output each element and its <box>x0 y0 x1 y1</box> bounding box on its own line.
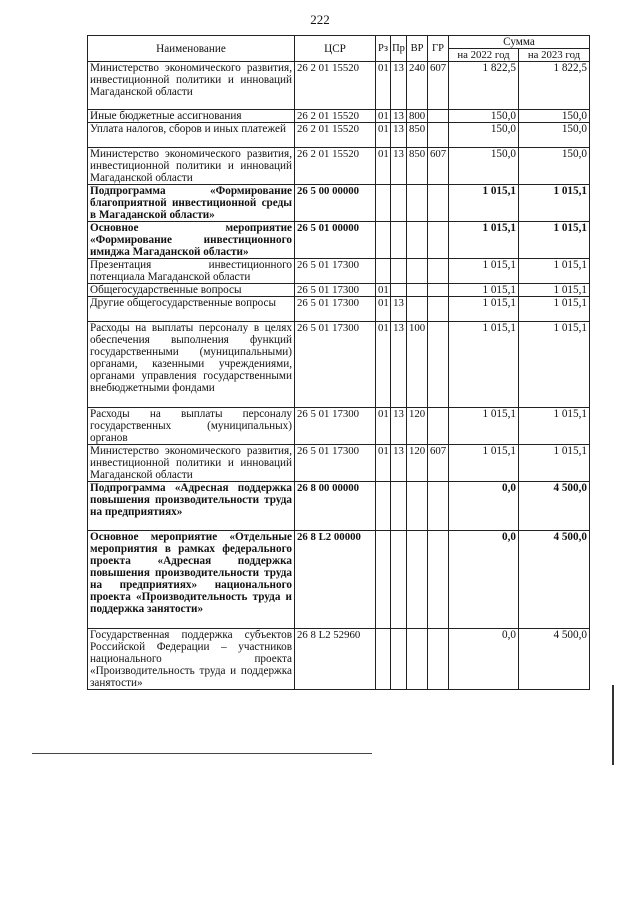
row-rz: 01 <box>376 110 391 123</box>
row-rz: 01 <box>376 284 391 297</box>
row-sum-2023: 1 015,1 <box>519 408 590 445</box>
row-sum-2022: 1 015,1 <box>449 185 519 222</box>
row-sum-2022: 1 015,1 <box>449 322 519 408</box>
row-gr <box>428 531 449 629</box>
row-rz: 01 <box>376 297 391 322</box>
row-vr <box>407 629 428 690</box>
row-sum-2022: 1 015,1 <box>449 259 519 284</box>
row-gr: 607 <box>428 445 449 482</box>
table-row <box>88 629 590 690</box>
row-name: Общегосударственные вопросы <box>88 284 295 297</box>
table-row <box>88 531 590 629</box>
row-sum-2023: 1 015,1 <box>519 185 590 222</box>
row-csr: 26 2 01 15520 <box>295 148 376 185</box>
table-row <box>88 185 590 222</box>
row-name: Подпрограмма «Формирование благоприятной инвестиционной среды в Магаданской области» <box>88 185 295 222</box>
row-sum-2023: 1 015,1 <box>519 297 590 322</box>
bottom-rule <box>32 753 372 754</box>
row-csr: 26 2 01 15520 <box>295 62 376 110</box>
header-year-2023: на 2023 год <box>519 49 590 62</box>
row-gr <box>428 322 449 408</box>
row-rz: 01 <box>376 408 391 445</box>
row-name: Министерство экономического развития, инвестиционной политики и инноваций Магаданской области <box>88 445 295 482</box>
header-year-2022: на 2022 год <box>449 49 519 62</box>
row-csr: 26 5 01 17300 <box>295 297 376 322</box>
row-pr <box>391 531 407 629</box>
row-gr <box>428 482 449 531</box>
row-vr <box>407 482 428 531</box>
row-sum-2023: 150,0 <box>519 148 590 185</box>
row-rz: 01 <box>376 123 391 148</box>
row-gr <box>428 123 449 148</box>
row-rz <box>376 222 391 259</box>
row-name: Расходы на выплаты персоналу в целях обеспечения выполнения функций государственными (муниципальными) органами, казенными учреждениями, органами управления государственными внебюджетными фондами <box>88 322 295 408</box>
row-sum-2022: 0,0 <box>449 629 519 690</box>
row-pr <box>391 222 407 259</box>
table-row <box>88 322 590 408</box>
row-csr: 26 5 01 17300 <box>295 259 376 284</box>
row-rz: 01 <box>376 148 391 185</box>
row-gr <box>428 408 449 445</box>
row-name: Государственная поддержка субъектов Российской Федерации – участников национального проекта «Производительность труда и поддержка занятости» <box>88 629 295 690</box>
table-row <box>88 408 590 445</box>
row-vr <box>407 284 428 297</box>
row-csr: 26 5 01 17300 <box>295 322 376 408</box>
row-sum-2023: 4 500,0 <box>519 629 590 690</box>
row-rz <box>376 629 391 690</box>
row-rz: 01 <box>376 62 391 110</box>
row-sum-2022: 150,0 <box>449 110 519 123</box>
row-vr <box>407 297 428 322</box>
row-pr <box>391 284 407 297</box>
table-row <box>88 482 590 531</box>
row-sum-2022: 1 015,1 <box>449 284 519 297</box>
page-number: 222 <box>310 12 330 27</box>
header-rz: Рз <box>376 36 391 62</box>
header-name: Наименование <box>88 36 295 62</box>
row-vr <box>407 222 428 259</box>
row-csr: 26 5 01 00000 <box>295 222 376 259</box>
row-vr: 120 <box>407 408 428 445</box>
row-pr <box>391 185 407 222</box>
row-pr: 13 <box>391 297 407 322</box>
row-sum-2022: 0,0 <box>449 482 519 531</box>
row-sum-2022: 150,0 <box>449 123 519 148</box>
table-row <box>88 110 590 123</box>
row-pr: 13 <box>391 110 407 123</box>
row-gr <box>428 222 449 259</box>
row-sum-2022: 1 015,1 <box>449 408 519 445</box>
row-sum-2022: 1 015,1 <box>449 222 519 259</box>
row-csr: 26 5 01 17300 <box>295 408 376 445</box>
row-csr: 26 2 01 15520 <box>295 110 376 123</box>
row-pr: 13 <box>391 148 407 185</box>
row-gr <box>428 284 449 297</box>
row-csr: 26 5 01 17300 <box>295 284 376 297</box>
row-pr: 13 <box>391 408 407 445</box>
row-rz <box>376 185 391 222</box>
row-name: Министерство экономического развития, инвестиционной политики и инноваций Магаданской области <box>88 62 295 110</box>
row-csr: 26 5 00 00000 <box>295 185 376 222</box>
row-sum-2022: 1 822,5 <box>449 62 519 110</box>
row-vr: 850 <box>407 148 428 185</box>
row-sum-2023: 1 015,1 <box>519 322 590 408</box>
row-csr: 26 5 01 17300 <box>295 445 376 482</box>
header-csr: ЦСР <box>295 36 376 62</box>
row-rz <box>376 482 391 531</box>
row-name: Иные бюджетные ассигнования <box>88 110 295 123</box>
row-vr: 240 <box>407 62 428 110</box>
table-row <box>88 62 590 110</box>
row-csr: 26 8 L2 00000 <box>295 531 376 629</box>
row-sum-2023: 4 500,0 <box>519 482 590 531</box>
row-name: Основное мероприятие «Формирование инвестиционного имиджа Магаданской области» <box>88 222 295 259</box>
row-pr: 13 <box>391 322 407 408</box>
margin-mark <box>612 685 614 765</box>
table-row <box>88 445 590 482</box>
budget-table <box>87 35 590 690</box>
row-sum-2023: 4 500,0 <box>519 531 590 629</box>
row-pr <box>391 482 407 531</box>
header-gr: ГР <box>428 36 449 62</box>
row-name: Основное мероприятие «Отдельные мероприятия в рамках федерального проекта «Адресная поддержка повышения производительности труда на предприятиях» национального проекта «Производительность труда и поддержка занятости» <box>88 531 295 629</box>
row-rz: 01 <box>376 322 391 408</box>
table-row <box>88 297 590 322</box>
header-pr: Пр <box>391 36 407 62</box>
row-sum-2022: 150,0 <box>449 148 519 185</box>
row-sum-2023: 150,0 <box>519 123 590 148</box>
row-gr <box>428 185 449 222</box>
table-row <box>88 148 590 185</box>
row-csr: 26 8 00 00000 <box>295 482 376 531</box>
row-name: Уплата налогов, сборов и иных платежей <box>88 123 295 148</box>
row-csr: 26 2 01 15520 <box>295 123 376 148</box>
row-vr: 100 <box>407 322 428 408</box>
row-pr: 13 <box>391 62 407 110</box>
row-name: Министерство экономического развития, инвестиционной политики и инноваций Магаданской области <box>88 148 295 185</box>
row-sum-2023: 1 015,1 <box>519 284 590 297</box>
row-name: Расходы на выплаты персоналу государственных (муниципальных) органов <box>88 408 295 445</box>
row-name: Подпрограмма «Адресная поддержка повышения производительности труда на предприятиях» <box>88 482 295 531</box>
row-vr: 120 <box>407 445 428 482</box>
row-rz <box>376 259 391 284</box>
row-sum-2022: 0,0 <box>449 531 519 629</box>
table-row <box>88 123 590 148</box>
row-sum-2023: 1 015,1 <box>519 445 590 482</box>
row-sum-2022: 1 015,1 <box>449 297 519 322</box>
row-gr <box>428 297 449 322</box>
row-name: Презентация инвестиционного потенциала Магаданской области <box>88 259 295 284</box>
row-sum-2023: 150,0 <box>519 110 590 123</box>
row-sum-2023: 1 015,1 <box>519 259 590 284</box>
row-gr: 607 <box>428 148 449 185</box>
row-name: Другие общегосударственные вопросы <box>88 297 295 322</box>
row-vr <box>407 531 428 629</box>
row-vr <box>407 259 428 284</box>
row-vr <box>407 185 428 222</box>
row-sum-2023: 1 822,5 <box>519 62 590 110</box>
row-sum-2022: 1 015,1 <box>449 445 519 482</box>
row-rz <box>376 531 391 629</box>
row-csr: 26 8 L2 52960 <box>295 629 376 690</box>
row-gr <box>428 629 449 690</box>
row-pr <box>391 629 407 690</box>
row-pr <box>391 259 407 284</box>
table-row <box>88 222 590 259</box>
row-gr <box>428 259 449 284</box>
row-pr: 13 <box>391 445 407 482</box>
row-gr: 607 <box>428 62 449 110</box>
row-vr: 800 <box>407 110 428 123</box>
header-sum: Сумма <box>449 36 590 49</box>
header-vr: ВР <box>407 36 428 62</box>
row-vr: 850 <box>407 123 428 148</box>
row-gr <box>428 110 449 123</box>
table-body <box>88 62 590 690</box>
row-sum-2023: 1 015,1 <box>519 222 590 259</box>
row-pr: 13 <box>391 123 407 148</box>
table-row <box>88 284 590 297</box>
table-row <box>88 259 590 284</box>
row-rz: 01 <box>376 445 391 482</box>
